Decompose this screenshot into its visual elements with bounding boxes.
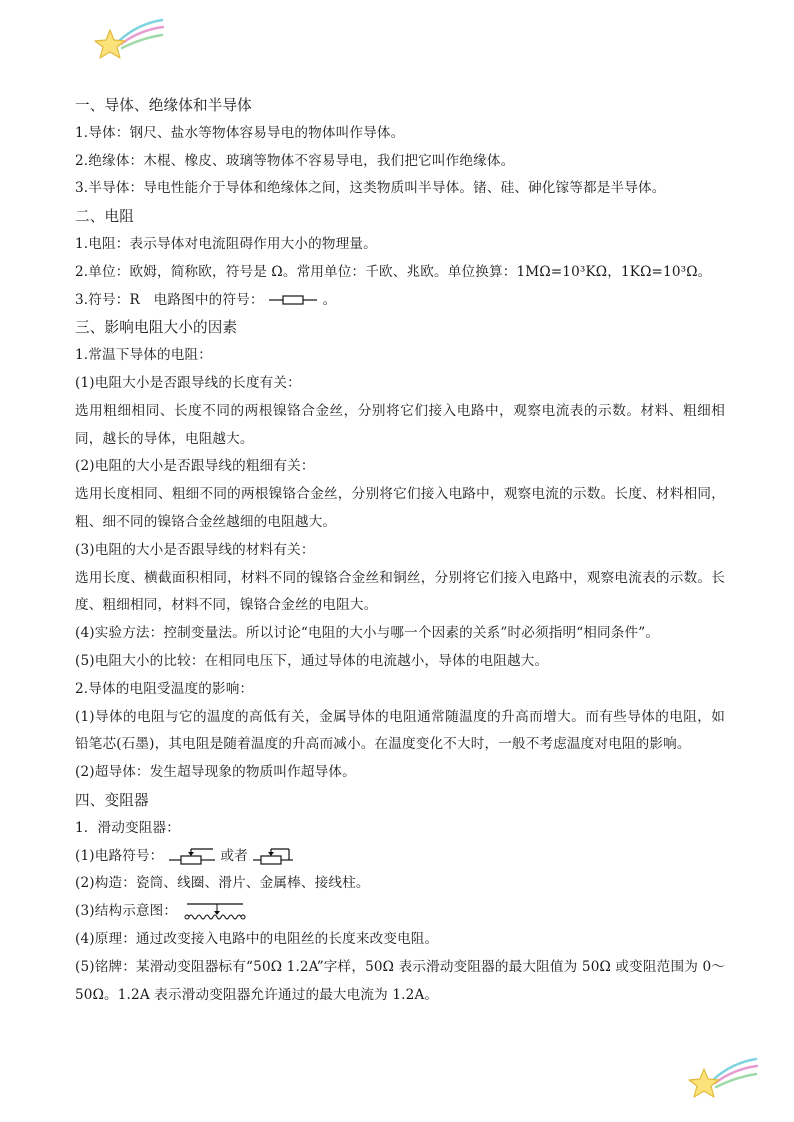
symbol-end: 。 bbox=[322, 291, 337, 308]
rheostat-symbol-alt-icon bbox=[253, 846, 293, 866]
symbol-label: 3.符号：R 电路图中的符号： bbox=[75, 291, 264, 308]
section-heading-3: 三、影响电阻大小的因素 bbox=[75, 319, 238, 337]
or-label: 或者 bbox=[220, 847, 248, 864]
semiconductor-line: 3.半导体：导电性能介于导体和绝缘体之间，这类物质叫半导体。锗、硅、砷化镓等都是半导体。 bbox=[75, 180, 666, 197]
resistance-unit: 2.单位：欧姆，简称欧，符号是 Ω。常用单位：千欧、兆欧。单位换算：1MΩ=10³KΩ，1KΩ=10³Ω。 bbox=[75, 263, 712, 280]
length-question: (1)电阻大小是否跟导线的长度有关： bbox=[75, 374, 301, 391]
section-heading-4: 四、变阻器 bbox=[75, 791, 149, 809]
subsection-temperature: 2.导体的电阻受温度的影响： bbox=[75, 680, 254, 697]
thickness-question: (2)电阻的大小是否跟导线的粗细有关： bbox=[75, 458, 315, 475]
nameplate-paragraph: (5)铭牌：某滑动变阻器标有“50Ω 1.2A”字样，50Ω 表示滑动变阻器的最大阻值为 50Ω 或变阻范围为 0～50Ω。1.2A 表示滑动变阻器允许通过的最大电流为 1.2A。 bbox=[75, 958, 725, 1003]
structure-label: (3)结构示意图： bbox=[75, 903, 178, 920]
subsection-room-temp: 1.常温下导体的电阻： bbox=[75, 347, 212, 364]
method-line: (4)实验方法：控制变量法。所以讨论“电阻的大小与哪一个因素的关系”时必须指明“相同条件”。 bbox=[75, 625, 660, 642]
length-paragraph: 选用粗细相同、长度不同的两根镍铬合金丝，分别将它们接入电路中，观察电流表的示数。材料、粗细相同，越长的导体，电阻越大。 bbox=[75, 402, 725, 447]
principle-line: (4)原理：通过改变接入电路中的电阻丝的长度来改变电阻。 bbox=[75, 930, 439, 947]
section-heading-2: 二、电阻 bbox=[75, 208, 134, 226]
conductor-line: 1.导体：钢尺、盐水等物体容易导电的物体叫作导体。 bbox=[75, 124, 405, 141]
comparison-line: (5)电阻大小的比较：在相同电压下，通过导体的电流越小，导体的电阻越大。 bbox=[75, 652, 549, 669]
material-paragraph: 选用长度、横截面积相同，材料不同的镍铬合金丝和铜丝，分别将它们接入电路中，观察电流表的示数。长度、粗细相同，材料不同，镍铬合金丝的电阻大。 bbox=[75, 569, 725, 614]
construction-line: (2)构造：瓷筒、线圈、滑片、金属棒、接线柱。 bbox=[75, 875, 370, 892]
shooting-star-icon bbox=[92, 16, 164, 60]
section-heading-1: 一、导体、绝缘体和半导体 bbox=[75, 97, 252, 114]
superconductor-line: (2)超导体：发生超导现象的物质叫作超导体。 bbox=[75, 764, 356, 781]
thickness-paragraph: 选用长度相同、粗细不同的两根镍铬合金丝，分别将它们接入电路中，观察电流的示数。长度、材料相同，粗、细不同的镍铬合金丝越细的电阻越大。 bbox=[75, 486, 725, 530]
resistance-definition: 1.电阻：表示导体对电流阻碍作用大小的物理量。 bbox=[75, 235, 377, 252]
resistor-symbol-icon bbox=[269, 293, 317, 307]
insulator-line: 2.绝缘体：木棍、橡皮、玻璃等物体不容易导电，我们把它叫作绝缘体。 bbox=[75, 152, 515, 169]
shooting-star-icon bbox=[686, 1055, 758, 1099]
rheostat-symbol-line bbox=[75, 843, 725, 871]
rheostat-symbol-label: (1)电路符号： bbox=[75, 847, 164, 864]
document-body bbox=[75, 92, 725, 1009]
material-question: (3)电阻的大小是否跟导线的材料有关： bbox=[75, 541, 315, 558]
rheostat-structure-diagram-icon bbox=[183, 901, 247, 923]
structure-diagram-line bbox=[75, 898, 725, 926]
temperature-paragraph: (1)导体的电阻与它的温度的高低有关，金属导体的电阻通常随温度的升高而增大。而有些导体的电阻，如铅笔芯(石墨)，其电阻是随着温度的升高而减小。在温度变化不大时，一般不考虑温度对电阻的影响。 bbox=[75, 708, 725, 753]
resistance-symbol-line bbox=[75, 287, 725, 315]
rheostat-symbol-icon bbox=[169, 846, 215, 866]
subsection-rheostat: 1．滑动变阻器： bbox=[75, 819, 181, 836]
